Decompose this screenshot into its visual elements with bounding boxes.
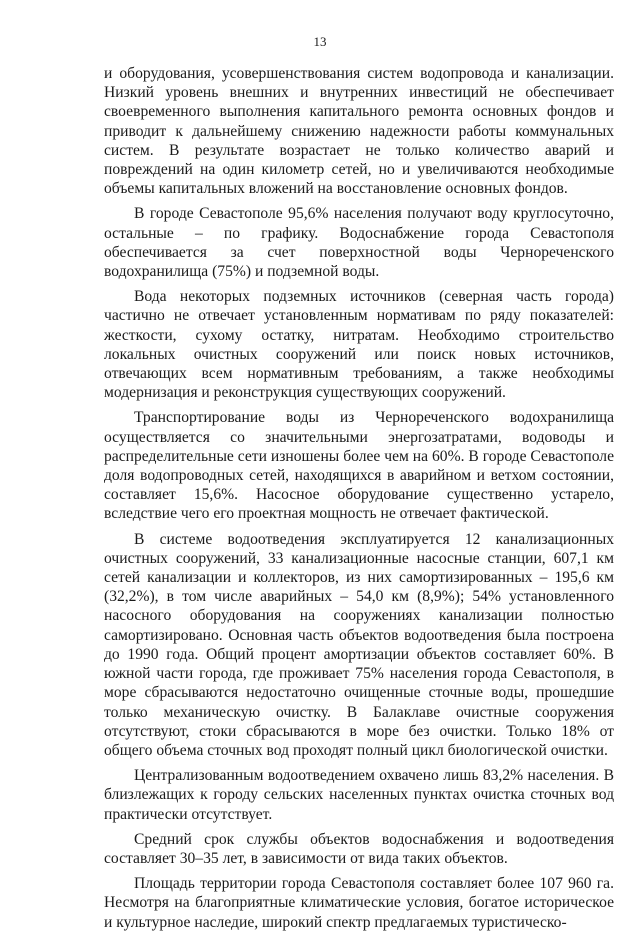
paragraph-territory: Площадь территории города Севастополя составляет более 107 960 га. Несмотря на благоприятные климатические условия, богатое историческое и культурное наследие, широкий спектр предлагаемых туристическо-	[104, 875, 614, 931]
paragraph-transport: Транспортирование воды из Чернореченского водохранилища осуществляется со значительными энергозатратами, водоводы и распределительные сети изношены более чем на 60%. В городе Севастополе доля водопроводных сетей, находящихся в аварийном и ветхом состоянии, составляет 15,6%. Насосное оборудование существенно устарело, вследствие чего его проектная мощность не отвечает фактической.	[104, 409, 614, 523]
paragraph-coverage: Централизованным водоотведением охвачено лишь 83,2% населения. В близлежащих к городу сельских населенных пунктах очистка сточных вод практически отсутствует.	[104, 767, 614, 823]
paragraph-groundwater: Вода некоторых подземных источников (северная часть города) частично не отвечает установленным нормативам по ряду показателей: жесткости, сухому остатку, нитратам. Необходимо строительство локальных очистных сооружений или поиск новых источников, отвечающих всем нормативным требованиям, а также необходимы модернизация и реконструкция существующих сооружений.	[104, 288, 614, 402]
paragraph-service-life: Средний срок службы объектов водоснабжения и водоотведения составляет 30–35 лет, в зависимости от вида таких объектов.	[104, 830, 614, 867]
body-text	[104, 64, 614, 938]
paragraph-continuation: и оборудования, усовершенствования систем водопровода и канализации. Низкий уровень внешних и внутренних инвестиций не обеспечивает своевременного выполнения капитального ремонта основных фондов и приводит к дальнейшему снижению надежности работы коммунальных систем. В результате возрастает не только количество аварий и повреждений на один километр сетей, но и увеличиваются необходимые объемы капитальных вложений на восстановление основных фондов.	[104, 65, 614, 198]
paragraph-sewerage: В системе водоотведения эксплуатируется 12 канализационных очистных сооружений, 33 канализационные насосные станции, 607,1 км сетей канализации и коллекторов, из них самортизированных – 195,6 км (32,2%), в том числе аварийных – 54,0 км (8,9%); 54% установленного насосного оборудования на сооружениях канализации полностью самортизировано. Основная часть объектов водоотведения была построена до 1990 года. Общий процент амортизации объектов составляет 60%. В южной части города, где проживает 75% населения города Севастополя, в море сбрасываются недостаточно очищенные сточные воды, прошедшие только механическую очистку. В Балаклаве очистные сооружения отсутствуют, стоки сбрасываются в море без очистки. Только 18% от общего объема сточных вод проходят полный цикл биологической очистки.	[104, 530, 614, 759]
page-number: 13	[313, 34, 327, 49]
paragraph-water-supply: В городе Севастополе 95,6% населения получают воду круглосуточно, остальные – по графику. Водоснабжение города Севастополя обеспечивается за счет поверхностной воды Чернореченского водохранилища (75%) и подземной воды.	[104, 205, 614, 281]
